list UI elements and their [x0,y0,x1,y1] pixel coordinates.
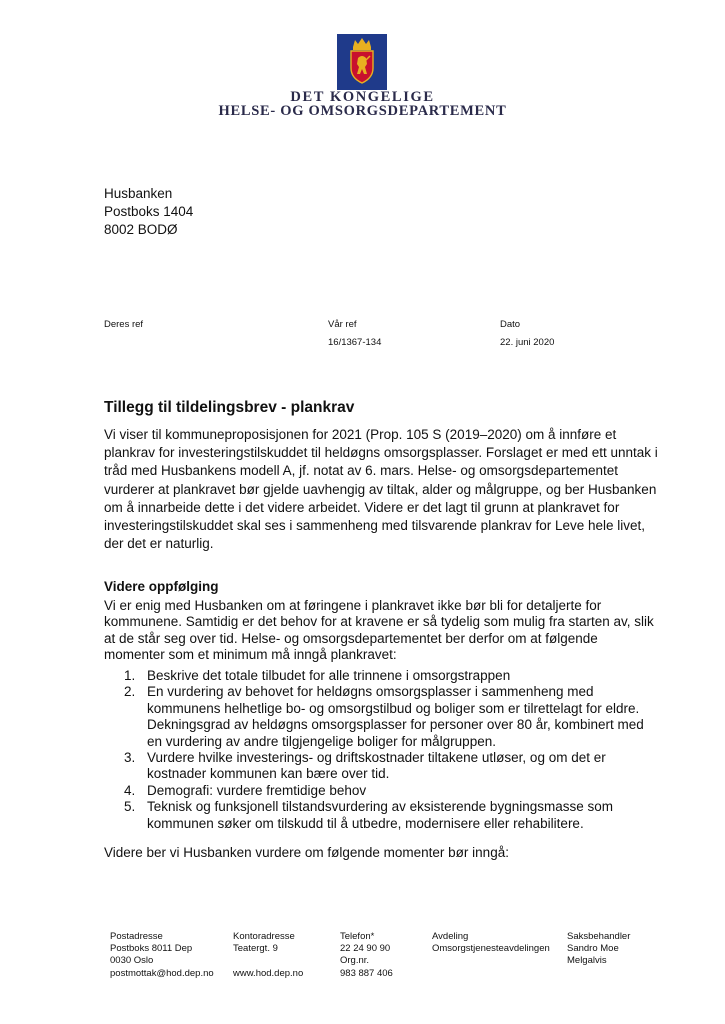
list-item [104,783,660,799]
var-ref-label: Vår ref [328,319,357,330]
list-item [104,799,660,832]
list-item-text: En vurdering av behovet for heldøgns omsorgsplasser i sammenheng med kommunens helhetlige bo- og omsorgstilbud og boliger som er tilrettelagt for eldre. Dekningsgrad av heldøgns omsorgsplasser for personer over 80 år, kombinert med en vurdering av andre tilgjengelige boliger for målgruppen. [147,684,644,749]
dato-value: 22. juni 2020 [500,337,555,348]
dato-label: Dato [500,319,521,330]
list-item-text: Beskrive det totale tilbudet for alle trinnene i omsorgstrappen [147,668,511,683]
footer-telefon-label: Telefon* [340,931,375,942]
list-item-number: 1. [124,668,136,683]
footer-avdeling [432,931,550,955]
footer-postadresse-label: Postadresse [110,931,163,942]
recipient-name: Husbanken [104,186,173,201]
footer-orgnr-label: Org.nr. [340,955,370,967]
list-item-text: Teknisk og funksjonell tilstandsvurdering av eksisterende bygningsmasse som kommunen søker om tilskudd til å utbedre, modernisere eller rehabilitere. [147,799,613,831]
department-name-line1: DET KONGELIGE [290,89,435,105]
recipient-address [104,185,193,239]
footer-saksbehandler-line2: Melgalvis [567,955,607,967]
footer-saksbehandler [567,931,630,968]
recipient-postbox: Postboks 1404 [104,204,194,219]
footer-orgnr-value: 983 887 406 [340,967,393,979]
section-paragraph: Vi er enig med Husbanken om at føringene i plankravet ikke bør bli for detaljerte for kommunene. Samtidig er det behov for at kravene er så tydelig som mulig fra starten av, slik at de står seg over tid. Helse- og omsorgsdepartementet ber derfor om at følgende momenter som et minimum må inngå plankravet: [104,598,654,663]
list-item-number: 4. [124,782,136,798]
footer-postadresse-line1: Postboks 8011 Dep [110,943,193,955]
list-item [104,684,660,750]
footer-email-link[interactable]: postmottak@hod.dep.no [110,967,214,979]
section-heading: Videre oppfølging [104,579,219,594]
list-item-text: Vurdere hvilke investerings- og driftskostnader tiltakene utløser, og om det er kostnader kommunen kan bære over tid. [147,750,606,782]
list-item [104,668,660,684]
intro-paragraph: Vi viser til kommuneproposisjonen for 2021 (Prop. 105 S (2019–2020) om å innføre et plankrav for investeringstilskuddet til heldøgns omsorgsplasser. Forslaget er med ett unntak i tråd med Husbankens modell A, jf. notat av 6. mars. Helse- og omsorgsdepartementet vurderer at plankravet bør gjelde uavhengig av tiltak, alder og målgruppe, og ber Husbanken om å innarbeide dette i det videre arbeidet. Videre er det lagt til grunn at plankravet for investeringstilskuddet skal ses i sammenheng med tilsvarende plankrav for Leve hele livet, der det er naturlig. [104,427,658,552]
coat-of-arms-icon [337,34,387,90]
letter-title: Tillegg til tildelingsbrev - plankrav [104,399,355,416]
closing-paragraph: Videre ber vi Husbanken vurdere om følgende momenter bør inngå: [104,845,509,860]
footer-kontoradresse-label: Kontoradresse [233,931,295,942]
footer-kontoradresse-line2 [233,955,303,967]
requirements-list [104,668,660,832]
list-item-number: 2. [124,684,136,700]
footer-avdeling-label: Avdeling [432,931,469,942]
footer-postadresse [110,931,214,980]
list-item-number: 3. [124,750,136,766]
deres-ref-label: Deres ref [104,319,144,330]
footer-telefon-number: 22 24 90 90 [340,943,391,955]
list-item-number: 5. [124,799,136,815]
footer-avdeling-name: Omsorgstjenesteavdelingen [432,943,550,955]
department-name-line2: HELSE- OG OMSORGSDEPARTEMENT [218,103,507,119]
footer-kontoradresse [233,931,303,980]
var-ref-value: 16/1367-134 [328,337,382,348]
list-item-text: Demografi: vurdere fremtidige behov [147,782,367,798]
recipient-city: 8002 BODØ [104,222,178,237]
footer-website-link[interactable]: www.hod.dep.no [233,967,304,979]
footer-saksbehandler-label: Saksbehandler [567,931,631,942]
footer-postadresse-line2: 0030 Oslo [110,955,154,967]
list-item [104,750,660,783]
footer-telefon [340,931,393,980]
footer-saksbehandler-line1: Sandro Moe [567,943,619,955]
footer-kontoradresse-line1: Teatergt. 9 [233,943,278,955]
